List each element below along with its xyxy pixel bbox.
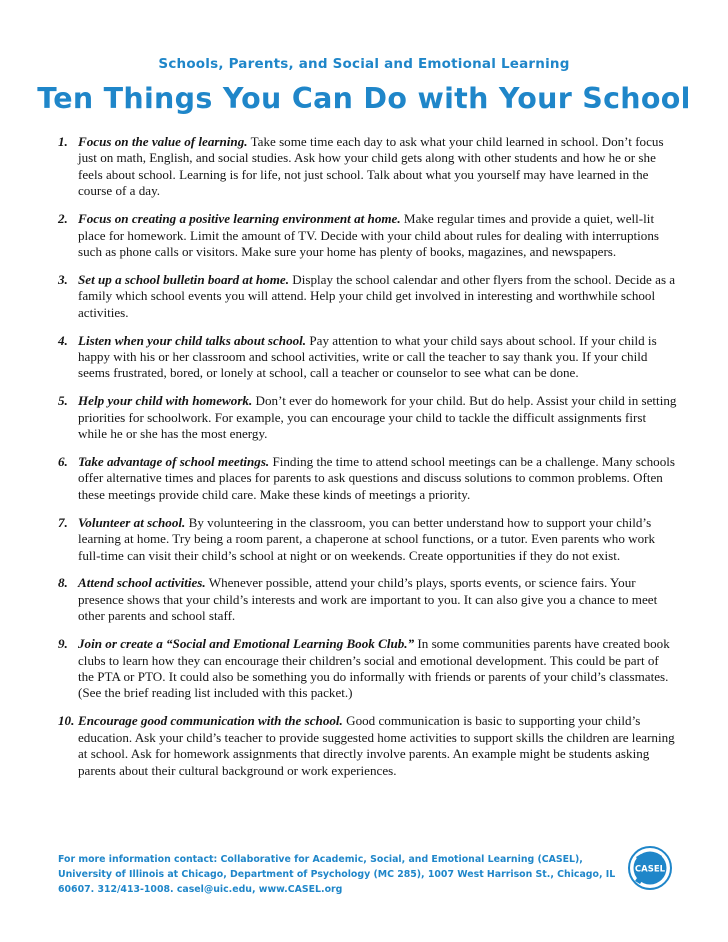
item-body: Good communication is basic to supporting your child’s education. Ask your child’s teacher to provide suggested home activities to support skills the children are learning at school. Ask for homework assignments that directly involve parents. An example might be students asking parents about their cultural background or work experiences. (78, 713, 675, 778)
list-item (58, 575, 678, 624)
item-number: 4. (58, 332, 68, 348)
item-number: 10. (58, 713, 75, 729)
list-item (58, 454, 678, 503)
item-heading: Focus on the value of learning. (78, 134, 248, 149)
item-heading: Help your child with homework. (78, 393, 253, 409)
tips-list (58, 134, 678, 790)
item-number: 6. (58, 454, 68, 469)
list-item (58, 636, 678, 702)
footer-contact: For more information contact: Collaborative for Academic, Social, and Emotional Learning (CASEL), University of Illinois at Chicago, Department of Psychology (MC 285), 1007 West Harrison St., Chicago, IL 60607. 312/413-1008. casel@uic.edu, www.CASEL.org (58, 854, 616, 896)
page-title: Ten Things You Can Do with Your School (37, 82, 691, 115)
item-heading: Focus on creating a positive learning environment at home. (78, 211, 401, 227)
item-heading: Encourage good communication with the school. (78, 713, 343, 729)
list-item (58, 393, 678, 442)
item-body: Finding the time to attend school meetings can be a challenge. Many schools offer alternative times and places for parents to ask questions and discuss solutions to common problems. Often these meetings provide child care. Make these kinds of meetings a priority. (78, 454, 676, 502)
list-item (58, 211, 678, 260)
item-body: Whenever possible, attend your child’s plays, sports events, or science fairs. Your presence shows that your child’s interests and work are important to you. It can also give you a chance to meet other parents and school staff. (78, 575, 658, 624)
item-number: 3. (58, 271, 68, 287)
item-body: Make regular times and provide a quiet, well-lit place for homework. Limit the amount of TV. Decide with your child about rules for dealing with interruptions such as phone calls or visitors. Make sure your home has plenty of books, magazines, and newspapers. (78, 211, 659, 259)
item-heading: Take advantage of school meetings. (78, 454, 270, 469)
item-heading: Volunteer at school. (78, 514, 186, 530)
item-heading: Listen when your child talks about school. (78, 332, 307, 348)
item-body: Pay attention to what your child says about school. If your child is happy with his or her classroom and school activities, write or call the teacher to say thank you. If your child seems frustrated, bored, or lonely at school, call a teacher or counselor to see what can be done. (78, 332, 657, 381)
list-item (58, 515, 678, 564)
list-item (58, 134, 678, 200)
item-body: In some communities parents have created book clubs to learn how they can encourage their children’s social and emotional development. This could be part of the PTA or PTO. It could also be something you do informally with friends or parents of your child’s classmates. (See the brief reading list included with this packet.) (78, 636, 670, 701)
item-body: Display the school calendar and other flyers from the school. Decide as a family which school events you will attend. Help your child get involved in interesting and worthwhile school activities. (78, 271, 676, 320)
page-subtitle: Schools, Parents, and Social and Emotional Learning (158, 56, 570, 72)
logo-text: CASEL (634, 864, 666, 875)
item-number: 7. (58, 514, 68, 530)
item-body: Don’t ever do homework for your child. But do help. Assist your child in setting priorities for schoolwork. For example, you can encourage your child to tackle the difficult assignments first while he or she has the most energy. (78, 393, 677, 442)
list-item (58, 333, 678, 382)
item-heading: Set up a school bulletin board at home. (78, 271, 289, 287)
item-body: Take some time each day to ask what your child learned in school. Don’t focus just on math, English, and social studies. Ask how your child gets along with other students and how he or she feels about school. Learning is for life, not just school. Talk about what you yourself may have learned in the course of a day. (78, 134, 664, 199)
item-number: 8. (58, 575, 68, 591)
item-number: 2. (58, 211, 68, 227)
item-heading: Join or create a “Social and Emotional Learning Book Club.” (78, 636, 415, 652)
item-number: 1. (58, 134, 68, 149)
item-body: By volunteering in the classroom, you can better understand how to support your child’s learning at home. Try being a room parent, a chaperone at school functions, or a tutor. Even parents who work full-time can visit their child’s school at night or on weekends. Create opportunities if they do not exist. (78, 514, 656, 563)
item-number: 5. (58, 393, 68, 409)
casel-logo (627, 845, 673, 891)
item-number: 9. (58, 636, 68, 652)
list-item (58, 713, 678, 779)
list-item (58, 272, 678, 321)
item-heading: Attend school activities. (78, 575, 206, 591)
